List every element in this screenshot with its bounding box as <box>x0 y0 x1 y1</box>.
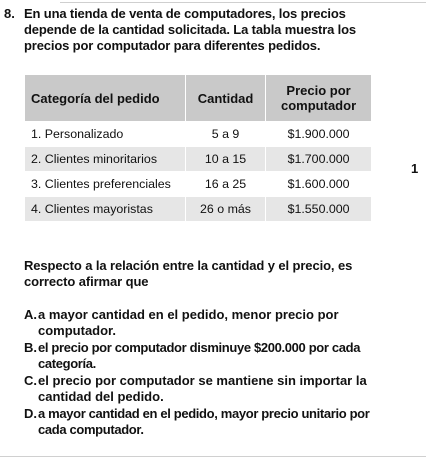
cell-category: 2. Clientes minoritarios <box>25 147 186 172</box>
margin-number: 1 <box>411 161 419 176</box>
table-row <box>25 172 372 197</box>
option-d[interactable] <box>24 406 384 437</box>
option-a[interactable] <box>24 307 384 338</box>
question-text: En una tienda de venta de computadores, los precios depende de la cantidad solicitada. La tabla muestra los precios por computador para diferentes pedidos. <box>24 6 357 53</box>
table-header-row <box>25 75 372 122</box>
cell-quantity: 5 a 9 <box>185 122 265 147</box>
table-row <box>25 197 372 222</box>
option-text: el precio por computador se mantiene sin importar la cantidad del pedido. <box>38 373 367 404</box>
question-header <box>4 6 384 54</box>
cell-quantity: 10 a 15 <box>185 147 265 172</box>
header-cantidad: Cantidad <box>185 75 265 122</box>
option-text: el precio por computador disminuye $200.000 por cada categoría. <box>38 340 361 371</box>
top-divider <box>60 2 426 3</box>
cell-price: $1.900.000 <box>266 122 372 147</box>
option-text: a mayor cantidad en el pedido, mayor precio unitario por cada computador. <box>38 406 370 437</box>
cell-quantity: 16 a 25 <box>185 172 265 197</box>
option-b[interactable] <box>24 340 384 371</box>
price-table <box>24 74 372 222</box>
header-precio: Precio por computador <box>266 75 372 122</box>
cell-category: 3. Clientes preferenciales <box>25 172 186 197</box>
bottom-divider <box>0 456 426 457</box>
cell-price: $1.550.000 <box>266 197 372 222</box>
cell-category: 4. Clientes mayoristas <box>25 197 186 222</box>
question-stem: Respecto a la relación entre la cantidad y el precio, es correcto afirmar que <box>24 258 353 289</box>
table-row <box>25 122 372 147</box>
answer-options <box>24 307 384 439</box>
cell-quantity: 26 o más <box>185 197 265 222</box>
header-categoria: Categoría del pedido <box>25 75 186 122</box>
cell-price: $1.600.000 <box>266 172 372 197</box>
option-letter: C. <box>24 373 37 388</box>
question-number: 8. <box>4 6 15 21</box>
table-row <box>25 147 372 172</box>
option-letter: B. <box>24 340 37 355</box>
option-letter: A. <box>24 307 37 322</box>
option-text: a mayor cantidad en el pedido, menor precio por computador. <box>38 307 339 338</box>
option-letter: D. <box>24 406 37 421</box>
cell-category: 1. Personalizado <box>25 122 186 147</box>
option-c[interactable] <box>24 373 384 404</box>
cell-price: $1.700.000 <box>266 147 372 172</box>
